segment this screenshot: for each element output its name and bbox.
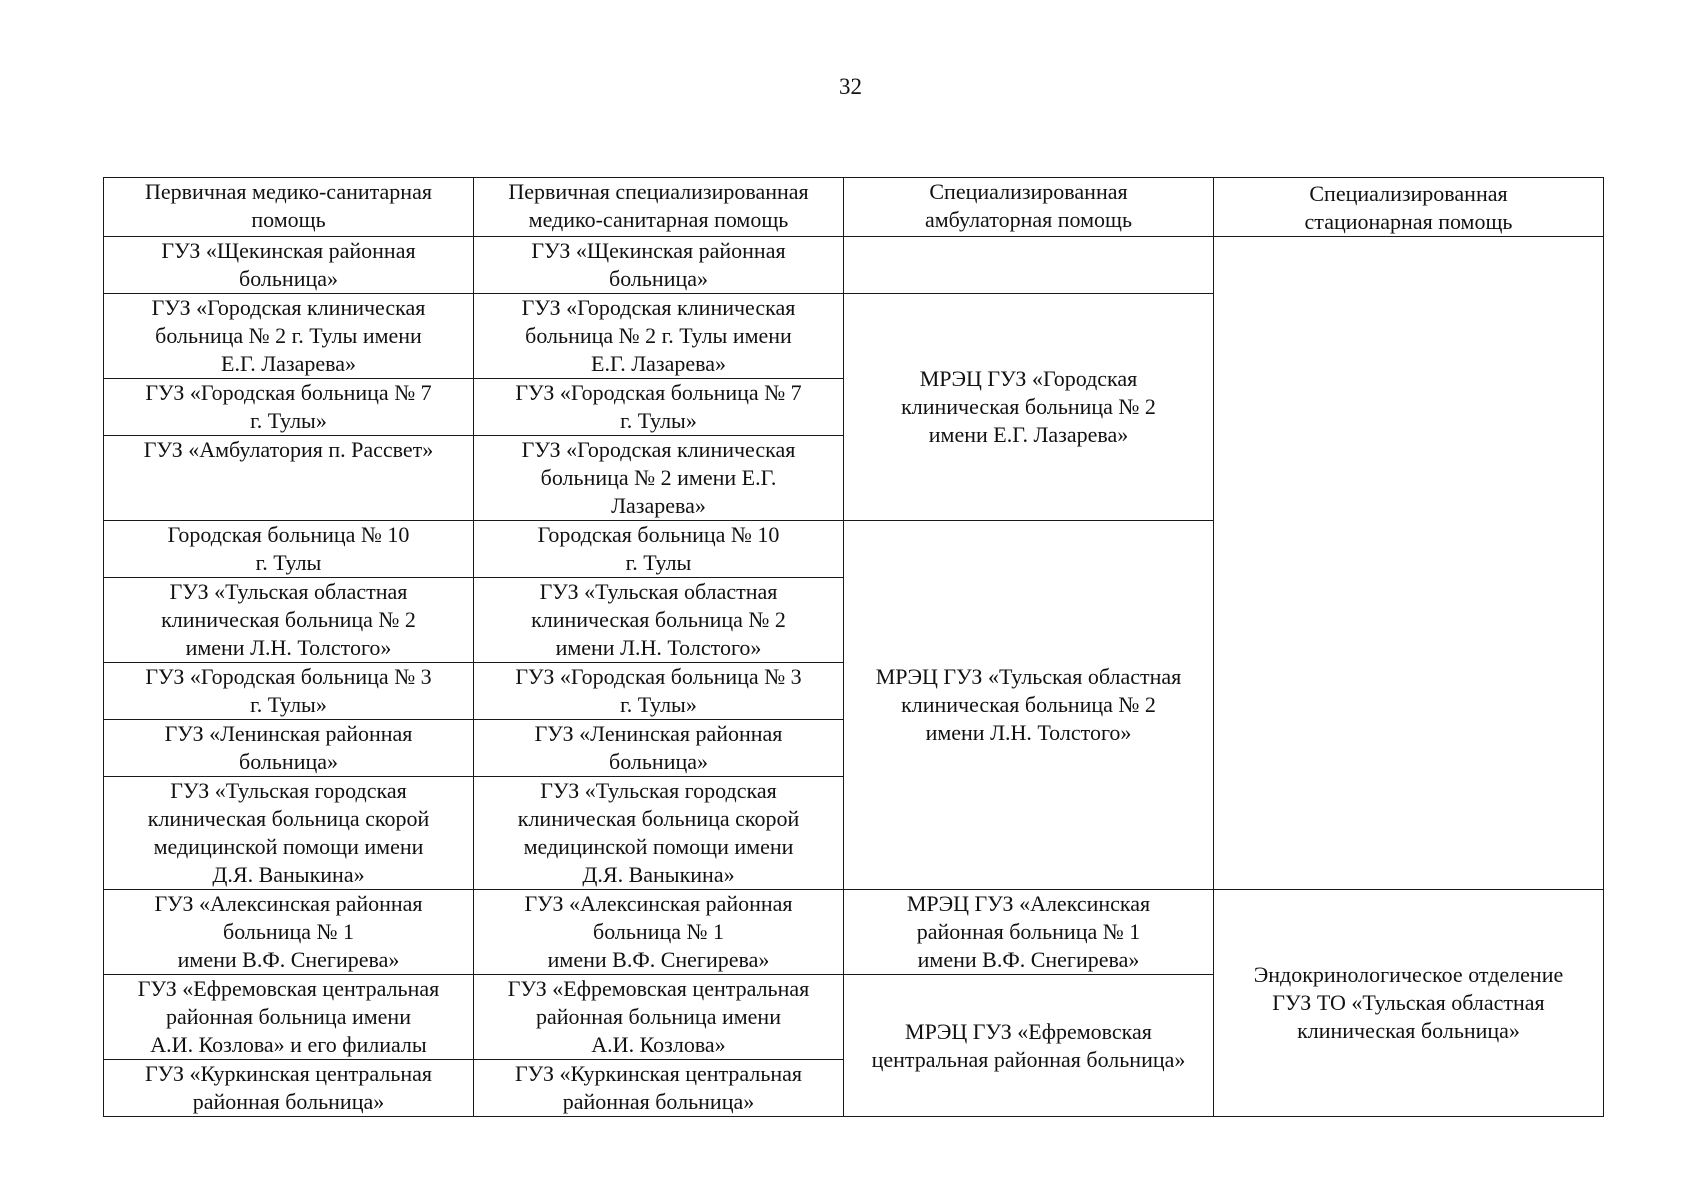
primary-care-cell: Городская больница № 10 г. Тулы [104, 521, 474, 578]
ambulatory-center-aleksin: МРЭЦ ГУЗ «Алексинская районная больница № 1 имени В.Ф. Снегирева» [844, 890, 1214, 975]
page-number: 32 [839, 74, 862, 99]
primary-care-cell: ГУЗ «Ленинская районная больница» [104, 720, 474, 777]
primary-care-cell: ГУЗ «Алексинская районная больница № 1 имени В.Ф. Снегирева» [104, 890, 474, 975]
primary-care-cell: ГУЗ «Куркинская центральная районная больница» [104, 1060, 474, 1117]
specialized-primary-care-cell: ГУЗ «Ефремовская центральная районная больница имени А.И. Козлова» [474, 975, 844, 1060]
specialized-primary-care-cell: ГУЗ «Тульская городская клиническая больница скорой медицинской помощи имени Д.Я. Ваныкина» [474, 777, 844, 890]
ambulatory-empty-cell [844, 237, 1214, 294]
primary-care-cell: ГУЗ «Щекинская районная больница» [104, 237, 474, 294]
ambulatory-center-lazarev: МРЭЦ ГУЗ «Городская клиническая больница № 2 имени Е.Г. Лазарева» [844, 294, 1214, 521]
header-primary-care: Первичная медико-санитарная помощь [104, 178, 474, 237]
primary-care-cell: ГУЗ «Тульская городская клиническая больница скорой медицинской помощи имени Д.Я. Ваныкина» [104, 777, 474, 890]
specialized-primary-care-cell: ГУЗ «Городская больница № 3 г. Тулы» [474, 663, 844, 720]
primary-care-cell: ГУЗ «Городская больница № 3 г. Тулы» [104, 663, 474, 720]
ambulatory-center-efremov: МРЭЦ ГУЗ «Ефремовская центральная районная больница» [844, 975, 1214, 1117]
specialized-primary-care-cell: ГУЗ «Городская больница № 7 г. Тулы» [474, 379, 844, 436]
stationary-empty-cell [1214, 237, 1604, 890]
table-row [104, 890, 1604, 975]
table-header-row [104, 178, 1604, 237]
specialized-primary-care-cell: ГУЗ «Куркинская центральная районная больница» [474, 1060, 844, 1117]
primary-care-cell: ГУЗ «Тульская областная клиническая больница № 2 имени Л.Н. Толстого» [104, 578, 474, 663]
specialized-primary-care-cell: ГУЗ «Городская клиническая больница № 2 г. Тулы имени Е.Г. Лазарева» [474, 294, 844, 379]
specialized-primary-care-cell: ГУЗ «Алексинская районная больница № 1 имени В.Ф. Снегирева» [474, 890, 844, 975]
primary-care-cell: ГУЗ «Городская клиническая больница № 2 г. Тулы имени Е.Г. Лазарева» [104, 294, 474, 379]
primary-care-cell: ГУЗ «Амбулатория п. Рассвет» [104, 436, 474, 521]
stationary-endocrinology-department: Эндокринологическое отделение ГУЗ ТО «Тульская областная клиническая больница» [1214, 890, 1604, 1117]
header-specialized-primary-care: Первичная специализированная медико-санитарная помощь [474, 178, 844, 237]
specialized-primary-care-cell: ГУЗ «Щекинская районная больница» [474, 237, 844, 294]
header-specialized-stationary-care: Специализированная стационарная помощь [1214, 178, 1604, 237]
specialized-primary-care-cell: ГУЗ «Ленинская районная больница» [474, 720, 844, 777]
primary-care-cell: ГУЗ «Ефремовская центральная районная больница имени А.И. Козлова» и его филиалы [104, 975, 474, 1060]
medical-care-table [103, 177, 1604, 1117]
ambulatory-center-tolstoy: МРЭЦ ГУЗ «Тульская областная клиническая больница № 2 имени Л.Н. Толстого» [844, 521, 1214, 890]
table-row [104, 237, 1604, 294]
primary-care-cell: ГУЗ «Городская больница № 7 г. Тулы» [104, 379, 474, 436]
header-specialized-ambulatory-care: Специализированная амбулаторная помощь [844, 178, 1214, 237]
specialized-primary-care-cell: Городская больница № 10 г. Тулы [474, 521, 844, 578]
specialized-primary-care-cell: ГУЗ «Тульская областная клиническая больница № 2 имени Л.Н. Толстого» [474, 578, 844, 663]
specialized-primary-care-cell: ГУЗ «Городская клиническая больница № 2 имени Е.Г. Лазарева» [474, 436, 844, 521]
